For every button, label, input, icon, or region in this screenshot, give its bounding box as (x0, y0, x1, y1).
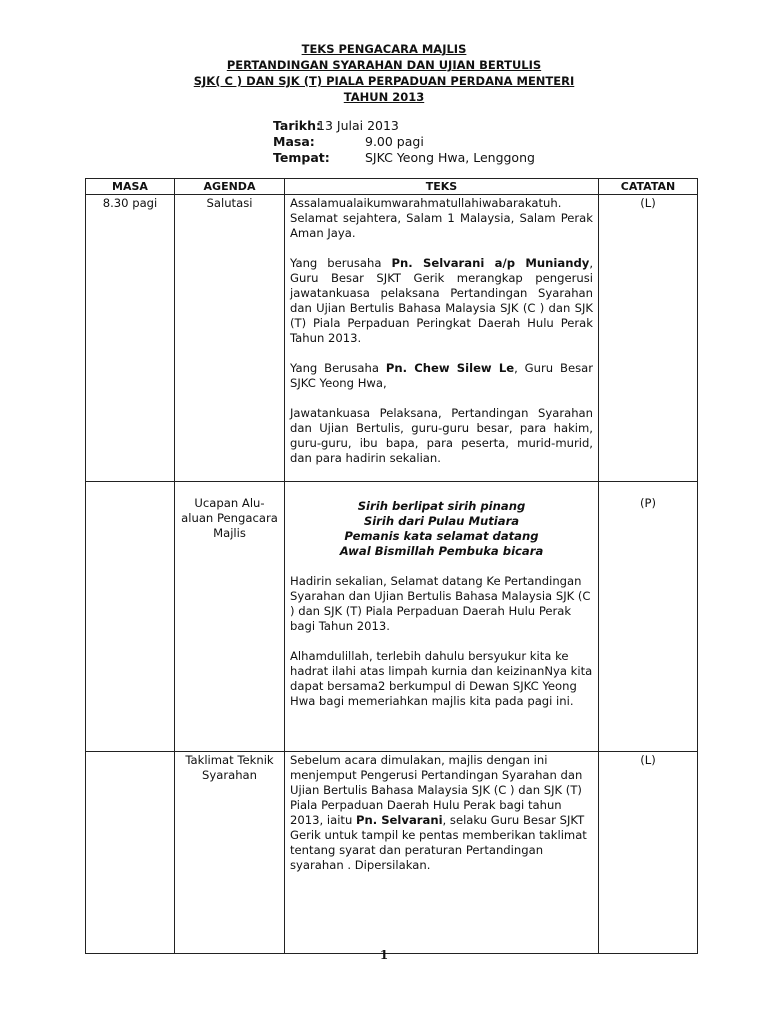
teks-paragraph (290, 256, 593, 346)
teks-text: Yang Berusaha (290, 361, 386, 375)
pantun-line: Sirih berlipat sirih pinang (357, 499, 526, 513)
pantun (290, 499, 593, 559)
title-line-2: PERTANDINGAN SYARAHAN DAN UJIAN BERTULIS (226, 58, 542, 72)
pantun-line: Sirih dari Pulau Mutiara (363, 514, 520, 528)
table-row (86, 195, 698, 482)
header-catatan: CATATAN (599, 179, 698, 195)
table-row (86, 482, 698, 752)
row-agenda: Salutasi (175, 195, 285, 482)
tempat-label: Tempat: (273, 150, 330, 165)
title-line-3: SJK( C ) DAN SJK (T) PIALA PERPADUAN PERDANA MENTERI (193, 74, 575, 88)
teks-text: , Guru Besar SJKC Yeong Hwa, (290, 361, 593, 390)
row-teks (285, 752, 599, 954)
row-teks (285, 195, 599, 482)
row-masa (86, 482, 175, 752)
tarikh-label: Tarikh: (273, 118, 322, 133)
pantun-line: Awal Bismillah Pembuka bicara (339, 544, 544, 558)
row-agenda: Ucapan Alu-aluan Pengacara Majlis (175, 482, 285, 752)
header-teks: TEKS (285, 179, 599, 195)
table-row (86, 752, 698, 954)
row-catatan: (P) (599, 482, 698, 752)
row-catatan: (L) (599, 752, 698, 954)
header-masa: MASA (86, 179, 175, 195)
header-agenda: AGENDA (175, 179, 285, 195)
table-header-row (86, 179, 698, 195)
pantun-line: Pemanis kata selamat datang (344, 529, 539, 543)
teks-paragraph (290, 753, 593, 873)
teks-paragraph: Hadirin sekalian, Selamat datang Ke Pertandingan Syarahan dan Ujian Bertulis Bahasa Malaysia SJK (C ) dan SJK (T) Piala Perpaduan Daerah Hulu Perak bagi Tahun 2013. (290, 574, 591, 633)
row-masa (86, 752, 175, 954)
teks-text: Yang berusaha (290, 256, 392, 270)
title-line-4: TAHUN 2013 (343, 90, 425, 104)
tarikh-row (273, 118, 535, 134)
teks-text: , selaku Guru Besar SJKT Gerik untuk tampil ke pentas memberikan taklimat tentang syarat dan peraturan Pertandingan syarahan . Dipersilakan. (290, 813, 587, 872)
page-number: 1 (379, 948, 389, 962)
title-line-1: TEKS PENGACARA MAJLIS (301, 42, 467, 56)
tarikh-value: 13 Julai 2013 (317, 118, 399, 133)
teks-paragraph: Jawatankuasa Pelaksana, Pertandingan Syarahan dan Ujian Bertulis, guru-guru besar, para hakim, guru-guru, ibu bapa, para peserta, murid-murid, dan para hadirin sekalian. (290, 406, 593, 465)
row-teks (285, 482, 599, 752)
teks-name-bold: Pn. Selvarani a/p Muniandy (391, 256, 590, 270)
masa-value: 9.00 pagi (365, 134, 424, 149)
teks-paragraph: Assalamualaikumwarahmatullahiwabarakatuh. Selamat sejahtera, Salam 1 Malaysia, Salam Perak Aman Jaya. (290, 196, 593, 240)
teks-name-bold: Pn. Selvarani (356, 813, 443, 827)
teks-text: , Guru Besar SJKT Gerik merangkap pengerusi jawatankuasa pelaksana Pertandingan Syarahan dan Ujian Bertulis Bahasa Malaysia SJK (C ) dan SJK (T) Piala Perpaduan Peringkat Daerah Hulu Perak Tahun 2013. (290, 256, 593, 345)
teks-paragraph (290, 361, 593, 391)
tempat-row (273, 150, 535, 166)
document-title (0, 41, 768, 105)
teks-name-bold: Pn. Chew Silew Le (385, 361, 515, 375)
masa-label: Masa: (273, 134, 315, 149)
teks-text: Sebelum acara dimulakan, majlis dengan ini menjemput Pengerusi Pertandingan Syarahan dan Ujian Bertulis Bahasa Malaysia SJK (C ) dan SJK (T) Piala Perpaduan Daerah Hulu Perak bagi tahun 2013, iaitu (290, 753, 583, 827)
row-agenda: Taklimat Teknik Syarahan (175, 752, 285, 954)
event-details (273, 118, 535, 166)
masa-row (273, 134, 535, 150)
schedule-table (85, 178, 698, 954)
tempat-value: SJKC Yeong Hwa, Lenggong (365, 150, 535, 165)
row-catatan: (L) (599, 195, 698, 482)
teks-paragraph: Alhamdulillah, terlebih dahulu bersyukur kita ke hadrat ilahi atas limpah kurnia dan keizinanNya kita dapat bersama2 berkumpul di Dewan SJKC Yeong Hwa bagi memeriahkan majlis kita pada pagi ini. (290, 649, 593, 708)
row-masa: 8.30 pagi (86, 195, 175, 482)
